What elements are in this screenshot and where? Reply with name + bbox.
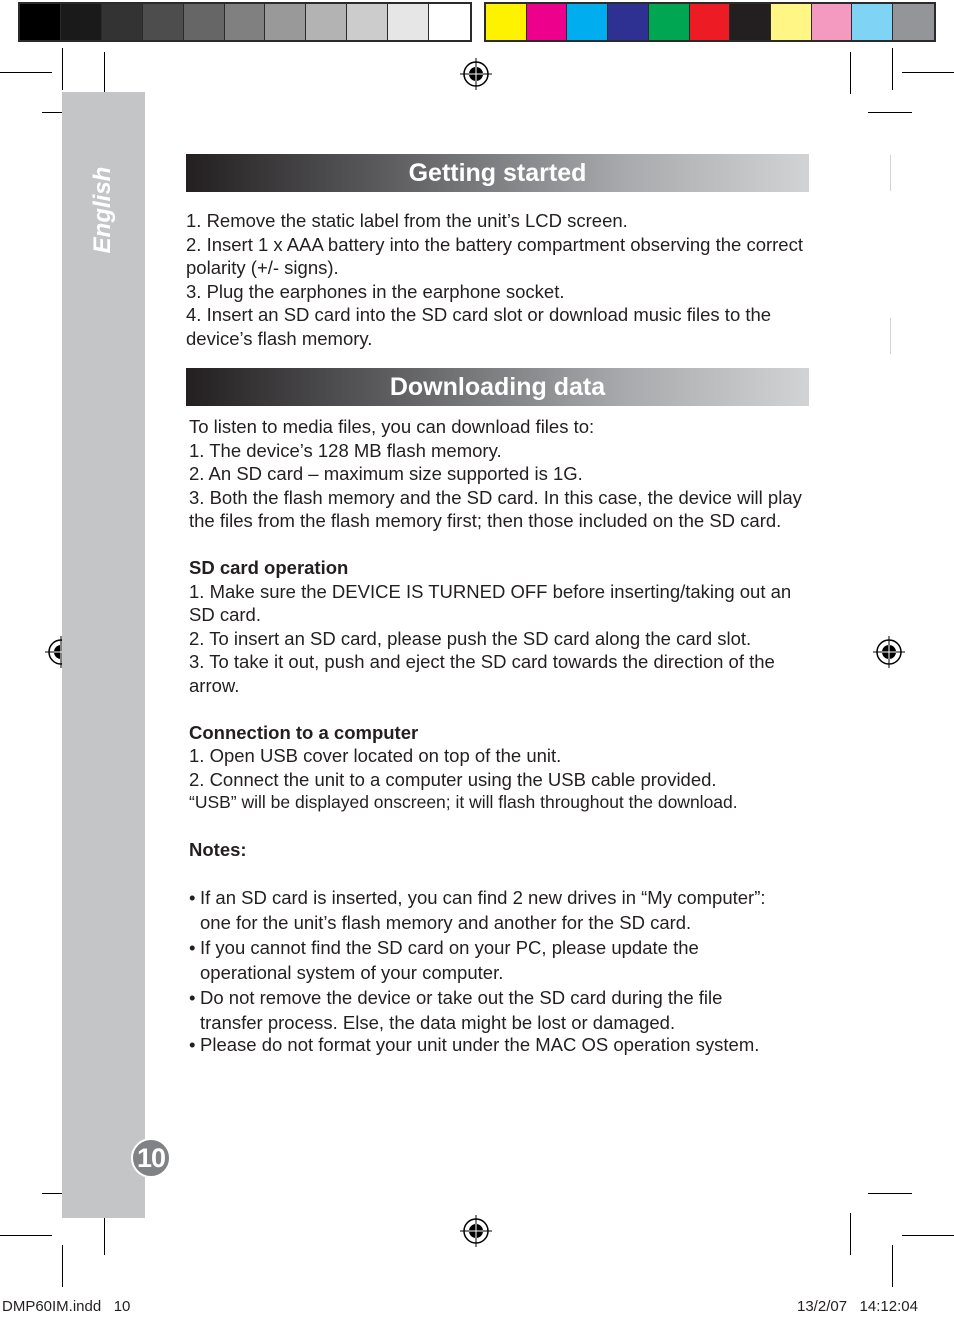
page-number-badge: 10: [131, 1138, 171, 1178]
note-text: If an SD card is inserted, you can find 2 new drives in “My computer”:: [200, 887, 766, 908]
language-label: English: [89, 166, 116, 254]
crop-mark: [104, 1213, 105, 1255]
notes-list: [189, 885, 813, 1057]
color-swatch: [690, 4, 731, 40]
crop-mark: [62, 1245, 63, 1287]
getting-started-heading: Getting started: [186, 154, 809, 192]
color-swatch: [265, 4, 306, 40]
registration-mark-icon: [460, 1215, 492, 1247]
bleed-mark: [890, 318, 891, 354]
download-option: 1. The device’s 128 MB flash memory.: [189, 439, 502, 461]
getting-started-steps: [186, 209, 806, 350]
connection-line: 2. Connect the unit to a computer using the USB cable provided.: [189, 768, 717, 790]
color-swatch: [608, 4, 649, 40]
connection-line: 1. Open USB cover located on top of the unit.: [189, 745, 562, 766]
registration-mark-icon: [460, 58, 492, 90]
note-text: If you cannot find the SD card on your PC, please update the: [200, 937, 699, 958]
crop-mark: [0, 1235, 52, 1236]
crop-mark: [868, 112, 912, 113]
downloading-data-heading: Downloading data: [186, 368, 809, 406]
bleed-mark: [890, 155, 891, 191]
color-swatch: [388, 4, 429, 40]
step-line: 3. Plug the earphones in the earphone socket.: [186, 280, 565, 302]
color-swatch: [61, 4, 102, 40]
bullet-icon: •: [189, 887, 196, 908]
crop-mark: [902, 72, 954, 73]
color-swatch: [852, 4, 893, 40]
note-text: Please do not format your unit under the MAC OS operation system.: [200, 1034, 760, 1055]
crop-mark: [902, 1235, 954, 1236]
bullet-icon: •: [189, 987, 196, 1008]
notes-title: Notes:: [189, 839, 247, 860]
intro-line: To listen to media files, you can download files to:: [189, 416, 595, 437]
side-band: [62, 92, 145, 1218]
step-line: 1. Remove the static label from the unit’s LCD screen.: [186, 210, 628, 231]
crop-mark: [62, 48, 63, 90]
color-swatch: [102, 4, 143, 40]
bullet-icon: •: [189, 937, 196, 958]
note-item: [189, 1032, 813, 1057]
color-swatch: [20, 4, 61, 40]
note-item: [189, 935, 813, 985]
crop-mark: [868, 1193, 912, 1194]
crop-mark: [892, 1245, 893, 1287]
note-item: [189, 985, 813, 1035]
process-color-bar: [484, 2, 936, 42]
color-swatch: [429, 4, 470, 40]
download-option: 3. Both the flash memory and the SD card. In this case, the device will play the files from the flash memory first; then those included on the SD card.: [189, 486, 802, 531]
step-line: 4. Insert an SD card into the SD card slot or download music files to the device’s flash memory.: [186, 304, 772, 349]
downloading-data-body: [189, 415, 813, 862]
sd-step-line: 3. To take it out, push and eject the SD card towards the direction of the arrow.: [189, 651, 775, 696]
color-swatch: [184, 4, 225, 40]
step-line: 2. Insert 1 x AAA battery into the battery compartment observing the correct polarity (+/- signs).: [186, 233, 803, 278]
note-text: Do not remove the device or take out the SD card during the file: [200, 987, 723, 1008]
connection-line: “USB” will be displayed onscreen; it will flash throughout the download.: [189, 792, 738, 812]
print-timestamp: 13/2/07 14:12:04: [797, 1298, 918, 1315]
color-swatch: [649, 4, 690, 40]
registration-mark-icon: [873, 636, 905, 668]
note-text: one for the unit’s flash memory and another for the SD card.: [200, 912, 692, 933]
color-swatch: [567, 4, 608, 40]
file-slug: DMP60IM.indd 10: [2, 1298, 131, 1315]
sd-card-operation-title: SD card operation: [189, 557, 349, 578]
note-item: [189, 885, 813, 935]
color-swatch: [143, 4, 184, 40]
color-swatch: [527, 4, 568, 40]
crop-mark: [850, 1213, 851, 1255]
color-swatch: [225, 4, 266, 40]
color-swatch: [893, 4, 934, 40]
note-text: operational system of your computer.: [200, 962, 504, 983]
sd-step-line: 1. Make sure the DEVICE IS TURNED OFF before inserting/taking out an SD card.: [189, 580, 792, 625]
download-option: 2. An SD card – maximum size supported is 1G.: [189, 463, 583, 484]
color-swatch: [486, 4, 527, 40]
color-swatch: [347, 4, 388, 40]
color-swatch: [771, 4, 812, 40]
color-swatch: [730, 4, 771, 40]
grayscale-color-bar: [18, 2, 472, 42]
crop-mark: [104, 52, 105, 94]
crop-mark: [850, 52, 851, 94]
crop-mark: [892, 48, 893, 90]
bullet-icon: •: [189, 1034, 196, 1055]
color-swatch: [812, 4, 853, 40]
color-swatch: [306, 4, 347, 40]
crop-mark: [0, 72, 52, 73]
note-text: transfer process. Else, the data might be lost or damaged.: [200, 1012, 676, 1033]
connection-title: Connection to a computer: [189, 721, 419, 743]
sd-step-line: 2. To insert an SD card, please push the SD card along the card slot.: [189, 627, 752, 649]
